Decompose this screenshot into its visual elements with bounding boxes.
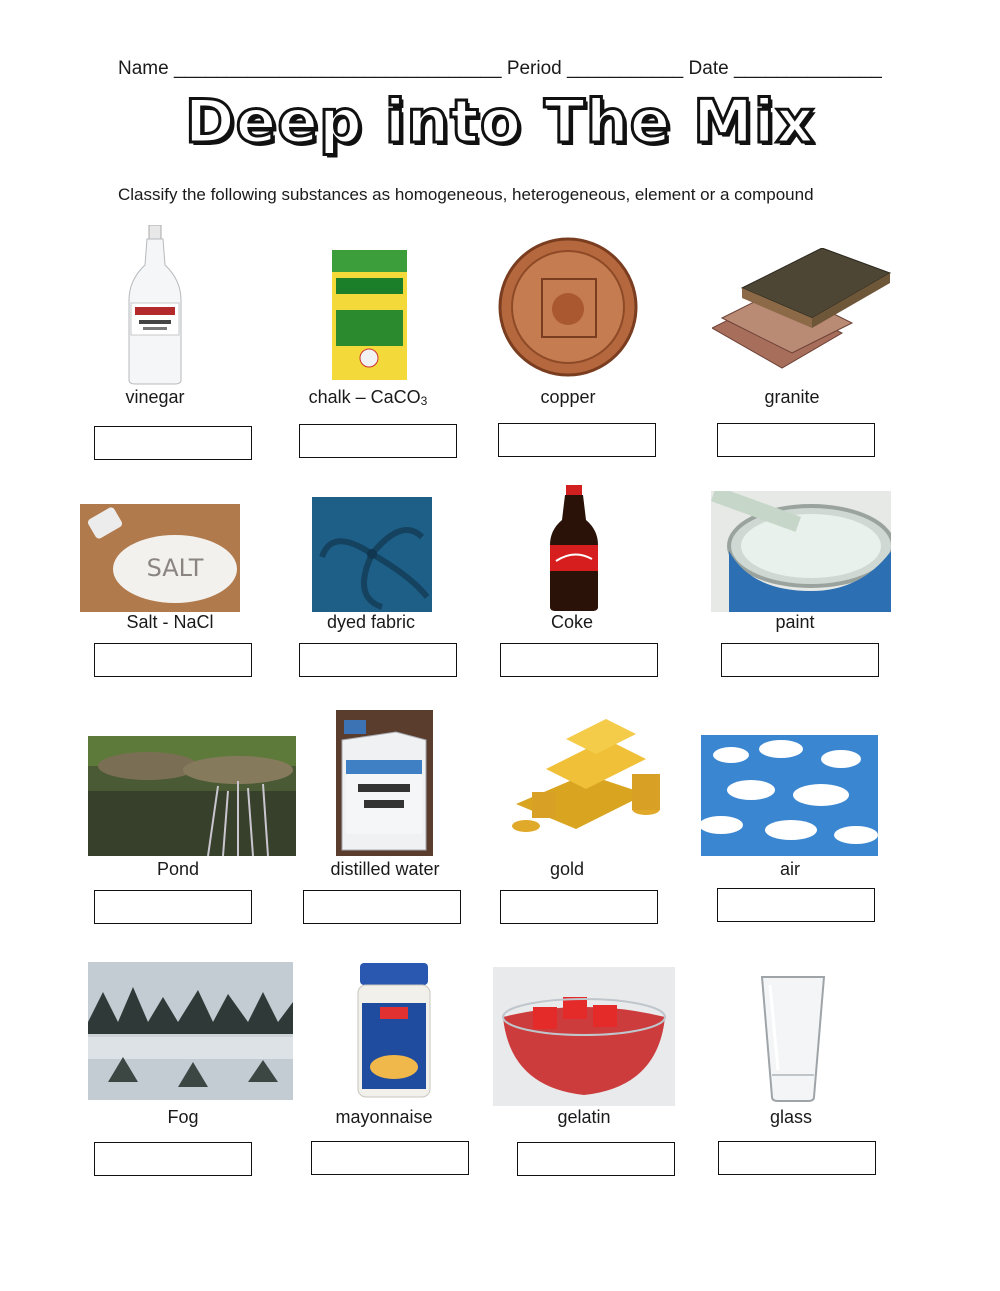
answer-box-mayonnaise[interactable] xyxy=(311,1141,469,1175)
item-label-coke: Coke xyxy=(550,612,594,632)
item-label-mayonnaise: mayonnaise xyxy=(335,1107,433,1127)
item-label-copper: copper xyxy=(540,387,596,407)
salt-image-text: SALT xyxy=(146,554,204,582)
vinegar-bottle-icon xyxy=(125,225,185,385)
granite-slabs-icon xyxy=(712,248,892,373)
answer-box-coke[interactable] xyxy=(500,643,658,677)
answer-box-air[interactable] xyxy=(717,888,875,922)
item-label-vinegar: vinegar xyxy=(125,387,185,407)
answer-box-vinegar[interactable] xyxy=(94,426,252,460)
chalk-box-icon xyxy=(332,250,407,380)
item-label-granite: granite xyxy=(764,387,820,407)
item-label-chalk xyxy=(309,387,428,408)
worksheet-title: Deep into The Mix xyxy=(184,87,816,157)
answer-box-copper[interactable] xyxy=(498,423,656,457)
gelatin-bowl-icon xyxy=(493,967,675,1106)
answer-box-fog[interactable] xyxy=(94,1142,252,1176)
item-label-dyed-fabric: dyed fabric xyxy=(326,612,416,632)
answer-box-dyed-fabric[interactable] xyxy=(299,643,457,677)
answer-box-gold[interactable] xyxy=(500,890,658,924)
foggy-forest-icon xyxy=(88,962,293,1100)
drinking-glass-icon xyxy=(758,975,828,1103)
item-label-salt: Salt - NaCl xyxy=(126,612,214,632)
item-label-gold: gold xyxy=(549,859,585,879)
item-label-chalk-subscript: 3 xyxy=(420,394,428,408)
salt-shaker-icon xyxy=(80,504,240,612)
item-label-fog: Fog xyxy=(167,1107,199,1127)
item-label-glass: glass xyxy=(769,1107,813,1127)
mayo-jar-icon xyxy=(356,963,432,1100)
answer-box-chalk[interactable] xyxy=(299,424,457,458)
gold-bars-icon xyxy=(496,714,668,842)
answer-box-distilled-water[interactable] xyxy=(303,890,461,924)
pond-photo-icon xyxy=(88,736,296,856)
answer-box-gelatin[interactable] xyxy=(517,1142,675,1176)
item-label-distilled-water: distilled water xyxy=(330,859,440,879)
item-label-air: air xyxy=(779,859,801,879)
student-info-line[interactable]: Name _______________________________ Period ___________ Date ______________ xyxy=(118,58,882,79)
answer-box-paint[interactable] xyxy=(721,643,879,677)
answer-box-granite[interactable] xyxy=(717,423,875,457)
paint-can-icon xyxy=(711,491,891,612)
item-label-chalk-text: chalk – CaCO xyxy=(308,387,421,407)
coke-bottle-icon xyxy=(546,485,602,612)
answer-box-salt[interactable] xyxy=(94,643,252,677)
copper-element-coin-icon xyxy=(498,235,638,380)
distilled-water-jug-icon xyxy=(336,710,433,856)
item-label-gelatin: gelatin xyxy=(557,1107,611,1127)
cloudy-sky-icon xyxy=(701,735,878,856)
blue-fabric-icon xyxy=(312,497,432,612)
answer-box-glass[interactable] xyxy=(718,1141,876,1175)
item-label-paint: paint xyxy=(775,612,815,632)
item-label-pond: Pond xyxy=(156,859,200,879)
instructions: Classify the following substances as homogeneous, heterogeneous, element or a compound xyxy=(118,185,814,204)
answer-box-pond[interactable] xyxy=(94,890,252,924)
